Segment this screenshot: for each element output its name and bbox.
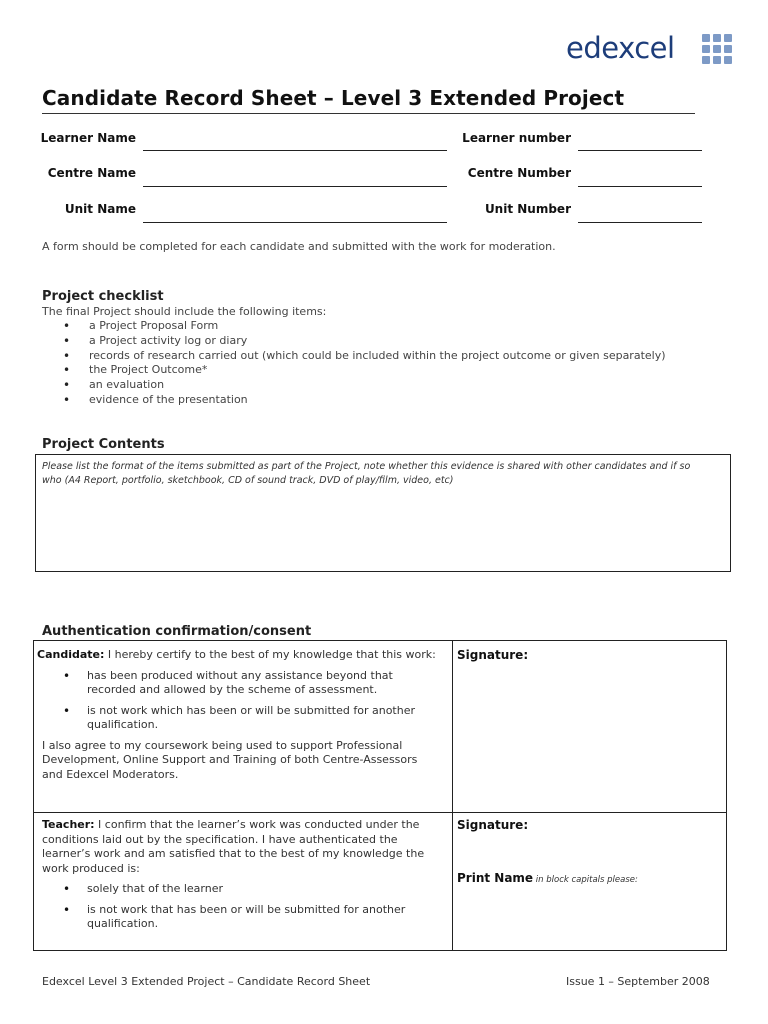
list-item: • the Project Outcome* xyxy=(63,363,666,378)
unit-number-field[interactable] xyxy=(578,222,702,223)
page-title: Candidate Record Sheet – Level 3 Extended Project xyxy=(42,86,625,110)
unit-name-field[interactable] xyxy=(143,222,447,223)
checklist-heading: Project checklist xyxy=(42,289,164,304)
title-rule xyxy=(42,113,695,114)
edexcel-logo-icon xyxy=(702,34,732,64)
authentication-heading: Authentication confirmation/consent xyxy=(42,624,312,639)
print-name-field[interactable] xyxy=(456,890,722,946)
edexcel-logo-text: edexcel xyxy=(566,31,675,65)
teacher-label: Teacher: xyxy=(42,818,95,831)
print-name-row xyxy=(457,871,638,885)
list-item: • is not work which has been or will be submitted for another qualification. xyxy=(63,704,441,733)
checklist-items xyxy=(63,319,666,408)
learner-name-field[interactable] xyxy=(143,150,447,151)
table-divider-vertical xyxy=(452,640,453,951)
centre-name-label: Centre Name xyxy=(47,166,136,180)
teacher-statement-text: I confirm that the learner’s work was conducted under the conditions laid out by the specification. I have authenticated the learner’s work and am satisfied that to the best of my knowledge the work produced is: xyxy=(42,818,425,875)
footer-issue: Issue 1 – September 2008 xyxy=(566,975,710,988)
teacher-signature-field[interactable] xyxy=(456,836,722,866)
teacher-signature-label: Signature: xyxy=(457,818,529,832)
teacher-cell xyxy=(42,818,446,938)
unit-name-label: Unit Name xyxy=(64,202,136,216)
candidate-bullets xyxy=(63,669,441,733)
candidate-statement xyxy=(37,648,441,663)
contents-instructions: Please list the format of the items submitted as part of the Project, note whether this evidence is shared with other candidates and if so who (A4 Report, portfolio, sketchbook, CD of sound track, DVD of play/film, video, etc) xyxy=(42,461,691,486)
list-item: • an evaluation xyxy=(63,378,666,393)
list-item: • has been produced without any assistance beyond that recorded and allowed by the scheme of assessment. xyxy=(63,669,441,698)
learner-number-label: Learner number xyxy=(462,131,571,145)
teacher-statement xyxy=(42,818,446,876)
contents-heading: Project Contents xyxy=(42,437,165,452)
print-name-hint: in block capitals please: xyxy=(533,875,638,885)
teacher-bullets xyxy=(63,882,446,932)
list-item: • solely that of the learner xyxy=(63,882,446,897)
candidate-cell xyxy=(37,648,441,782)
list-item: • evidence of the presentation xyxy=(63,393,666,408)
list-item: • a Project Proposal Form xyxy=(63,319,666,334)
candidate-label: Candidate: xyxy=(37,648,105,661)
centre-number-field[interactable] xyxy=(578,186,702,187)
unit-number-label: Unit Number xyxy=(484,202,571,216)
learner-number-field[interactable] xyxy=(578,150,702,151)
candidate-statement-text: I hereby certify to the best of my knowledge that this work: xyxy=(104,648,436,661)
list-item: • records of research carried out (which could be included within the project outcome or given separately) xyxy=(63,349,666,364)
submission-note: A form should be completed for each candidate and submitted with the work for moderation. xyxy=(42,240,556,253)
candidate-signature-field[interactable] xyxy=(456,668,722,808)
table-divider-horizontal xyxy=(33,812,727,813)
centre-name-field[interactable] xyxy=(143,186,447,187)
checklist-intro: The final Project should include the following items: xyxy=(42,305,327,318)
learner-name-label: Learner Name xyxy=(40,131,136,145)
list-item: • is not work that has been or will be submitted for another qualification. xyxy=(63,903,446,932)
candidate-signature-label: Signature: xyxy=(457,648,529,662)
list-item: • a Project activity log or diary xyxy=(63,334,666,349)
candidate-consent: I also agree to my coursework being used to support Professional Development, Online Support and Training of both Centre-Assessors and Edexcel Moderators. xyxy=(42,738,418,781)
centre-number-label: Centre Number xyxy=(467,166,571,180)
footer-document-title: Edexcel Level 3 Extended Project – Candidate Record Sheet xyxy=(42,975,371,988)
print-name-label: Print Name xyxy=(457,871,534,885)
